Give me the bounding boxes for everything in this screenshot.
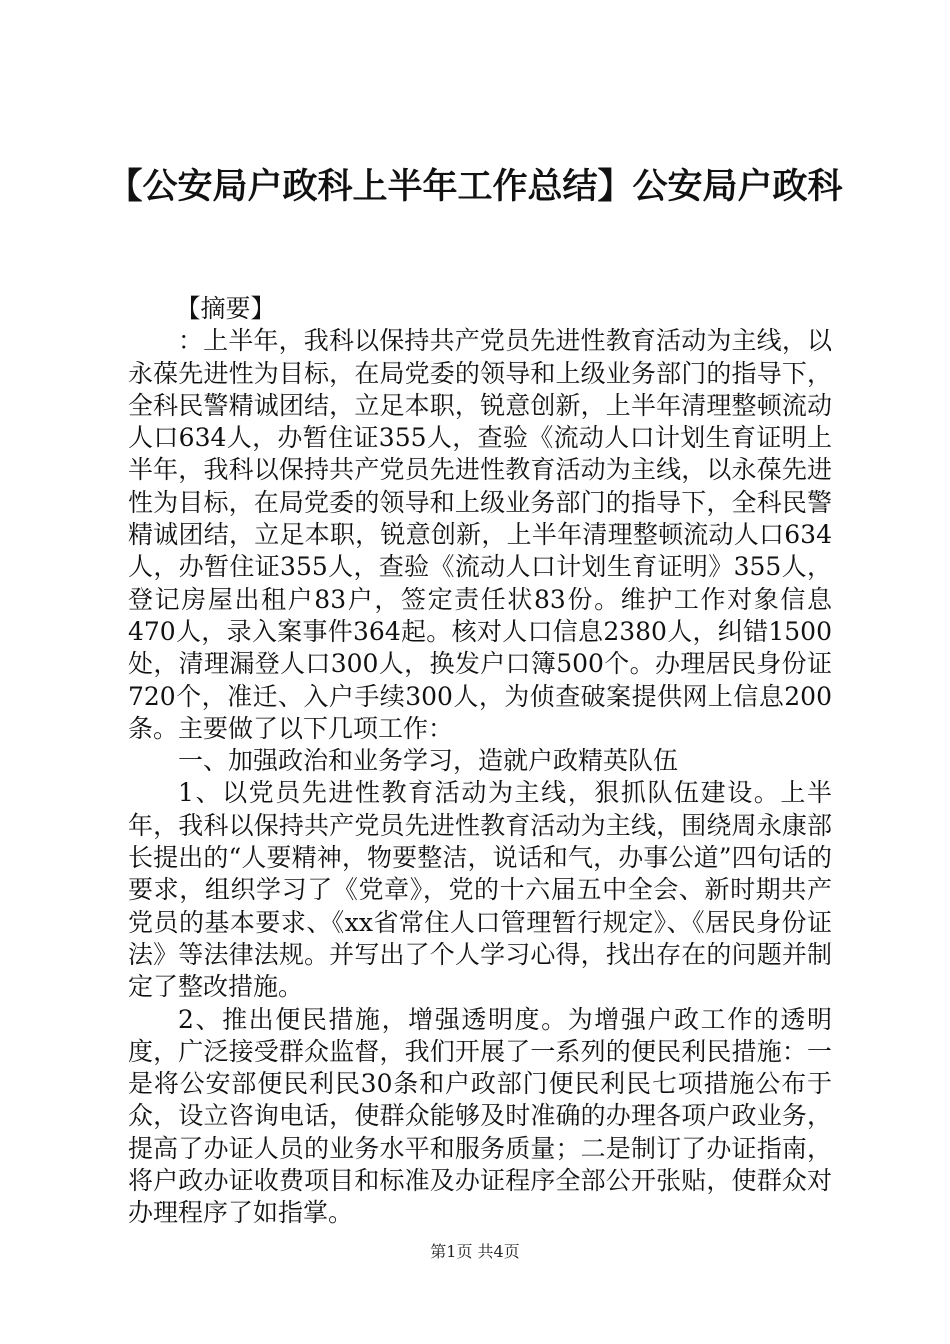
- abstract-paragraph: ：上半年，我科以保持共产党员先进性教育活动为主线，以永葆先进性为目标，在局党委的领导和上级业务部门的指导下，全科民警精诚团结，立足本职，锐意创新，上半年清理整顿流动人口634人，办暂住证355人，查验《流动人口计划生育证明上半年，我科以保持共产党员先进性教育活动为主线，以永葆先进性为目标，在局党委的领导和上级业务部门的指导下，全科民警精诚团结，立足本职，锐意创新，上半年清理整顿流动人口634人，办暂住证355人，查验《流动人口计划生育证明》355人，登记房屋出租户83户，签定责任状83份。维护工作对象信息470人，录入案事件364起。核对人口信息2380人，纠错1500处，清理漏登人口300人，换发户口簿500个。办理居民身份证720个，准迁、入户手续300人，为侦查破案提供网上信息200条。主要做了以下几项工作：: [128, 326, 832, 743]
- body-paragraph-2: 2、推出便民措施，增强透明度。为增强户政工作的透明度，广泛接受群众监督，我们开展了一系列的便民利民措施：一是将公安部便民利民30条和户政部门便民利民七项措施公布于众，设立咨询电话，使群众能够及时准确的办理各项户政业务，提高了办证人员的业务水平和服务质量；二是制订了办证指南，将户政办证收费项目和标准及办证程序全部公开张贴，使群众对办理程序了如指掌。: [128, 1004, 832, 1228]
- section-heading-1: 一、加强政治和业务学习，造就户政精英队伍: [178, 746, 679, 776]
- document-title: 【公安局户政科上半年工作总结】公安局户政科: [107, 167, 843, 207]
- abstract-label: 【摘要】: [175, 294, 276, 323]
- page-footer: 第1页 共4页: [430, 1242, 520, 1261]
- body-paragraph-1: 1、以党员先进性教育活动为主线，狠抓队伍建设。上半年，我科以保持共产党员先进性教育活动为主线，围绕周永康部长提出的“人要精神，物要整洁，说话和气，办事公道”四句话的要求，组织学习了《党章》，党的十六届五中全会、新时期共产党员的基本要求、《xx省常住人口管理暂行规定》、《居民身份证法》等法律法规。并写出了个人学习心得，找出存在的问题并制定了整改措施。: [128, 778, 832, 1002]
- document-body: [128, 293, 832, 1230]
